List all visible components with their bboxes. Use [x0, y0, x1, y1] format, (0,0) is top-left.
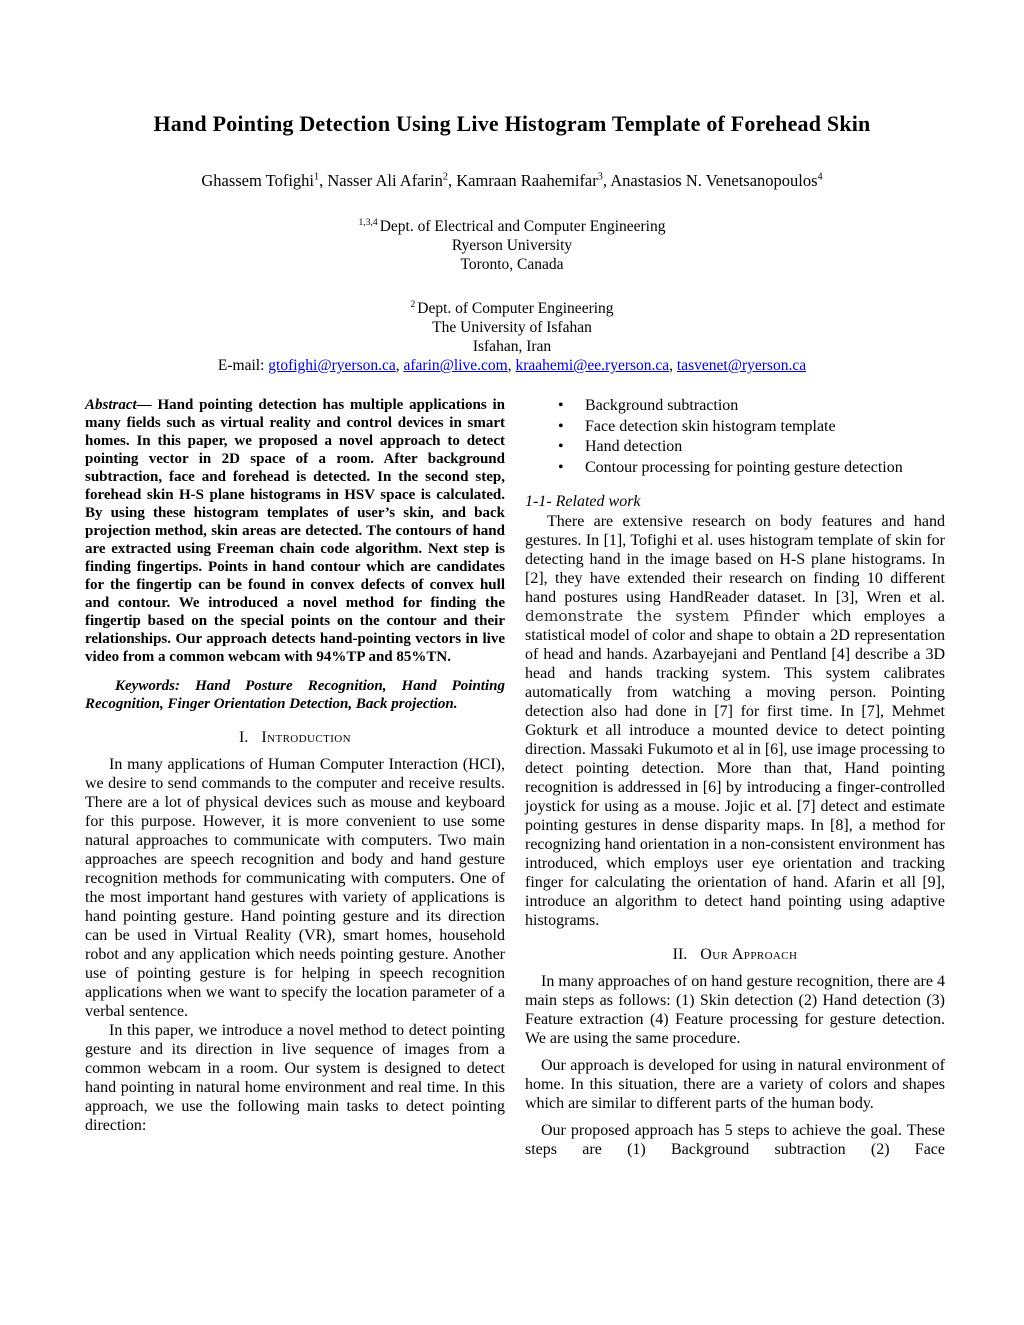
- author-superscript: 3: [597, 171, 603, 183]
- bullet-icon: •: [558, 458, 564, 476]
- approach-paragraph-1: In many approaches of on hand gesture recognition, there are 4 main steps as follows: (1) Skin detection (2) Hand detection (3) Feature extraction (4) Feature processing for gesture detection. We are using the same procedure.: [525, 973, 945, 1047]
- affiliation-dept: Dept. of Computer Engineering: [417, 300, 614, 317]
- email-separator: ,: [395, 357, 404, 374]
- section-number: II.: [672, 946, 688, 963]
- section-heading-introduction: [85, 728, 505, 747]
- email-separator: ,: [669, 357, 677, 374]
- email-separator: ,: [507, 357, 516, 374]
- section-title: Our Approach: [700, 946, 798, 963]
- task-label: Contour processing for pointing gesture detection: [585, 458, 903, 476]
- right-column: [525, 396, 945, 1159]
- abstract-paragraph: [85, 396, 505, 666]
- related-work-text: There are extensive research on body features and hand gestures. In [1], Tofighi et al. uses histogram template of skin for detecting hand in the image based on H-S plane histograms. In [2], they have extended their research on finding 10 different hand postures using HandReader dataset. In [3], Wren et al.: [525, 513, 945, 606]
- keywords-paragraph: Keywords: Hand Posture Recognition, Hand Pointing Recognition, Finger Orientation Detection, Back projection.: [85, 678, 505, 712]
- author-name: Ghassem Tofighi: [201, 171, 314, 190]
- two-column-body: [0, 396, 1024, 1159]
- author-name: Nasser Ali Afarin: [327, 171, 443, 190]
- related-work-paragraph: [525, 512, 945, 930]
- task-list: [525, 396, 945, 478]
- affiliation-ryerson: [0, 217, 1024, 274]
- task-item: [525, 437, 945, 458]
- task-label: Hand detection: [585, 438, 683, 455]
- related-work-subheading: 1-1- Related work: [525, 493, 641, 510]
- email-link[interactable]: gtofighi@ryerson.ca: [268, 357, 396, 374]
- task-item: [525, 396, 945, 417]
- author-separator: ,: [447, 171, 457, 190]
- section-heading-approach: [525, 945, 945, 964]
- task-label: Background subtraction: [585, 397, 739, 414]
- affiliation-university: Ryerson University: [451, 237, 573, 254]
- affiliation-superscript: 2: [410, 298, 416, 310]
- author-separator: ,: [602, 171, 611, 190]
- authors-line: [0, 171, 1024, 191]
- email-link[interactable]: tasvenet@ryerson.ca: [676, 357, 807, 374]
- paper-title: Hand Pointing Detection Using Live Histogram Template of Forehead Skin: [153, 111, 871, 136]
- author-superscript: 4: [817, 171, 823, 183]
- intro-paragraph-2: In this paper, we introduce a novel method to detect pointing gesture and its direction in live sequence of images from a common webcam in a room. Our system is designed to detect hand pointing in natural home environment and real time. In this approach, we use the following main tasks to detect pointing direction:: [85, 1022, 505, 1134]
- abstract-body: Hand pointing detection has multiple applications in many fields such as virtual reality and control devices in smart homes. In this paper, we proposed a novel approach to detect pointing vector in 2D space of a room. After background subtraction, face and forehead is detected. In the second step, forehead skin H-S plane histograms in HSV space is calculated. By using these histogram templates of user’s skin, and back projection method, skin areas are detected. The contours of hand are extracted using Freeman chain code algorithm. Next step is finding fingertips. Points in hand contour which are candidates for the fingertip can be found in convex defects of convex hull and contour. We introduced a novel method for finding the fingertip based on the special points on the contour and their relationships. Our approach detects hand-pointing vectors in live video from a common webcam with 94%TP and 85%TN.: [85, 397, 505, 665]
- approach-paragraph-3: Our proposed approach has 5 steps to achieve the goal. These steps are (1) Background subtraction (2) Face: [525, 1122, 945, 1158]
- affiliation-location: Isfahan, Iran: [472, 338, 552, 355]
- affiliation-isfahan: [0, 299, 1024, 356]
- related-work-pfinder-phrase: demonstrate the system Pfinder: [525, 607, 800, 625]
- author-name: Anastasios N. Venetsanopoulos: [610, 171, 818, 190]
- abstract-lead: Abstract—: [85, 397, 152, 413]
- email-link[interactable]: kraahemi@ee.ryerson.ca: [515, 357, 670, 374]
- section-title: Introduction: [261, 729, 351, 746]
- section-number: I.: [239, 729, 249, 746]
- author-name: Kamraan Raahemifar: [456, 171, 598, 190]
- task-label: Face detection skin histogram template: [585, 417, 836, 435]
- email-link[interactable]: afarin@live.com: [403, 357, 508, 374]
- bullet-icon: •: [558, 417, 564, 435]
- author-superscript: 1: [314, 171, 320, 183]
- left-column: [85, 396, 505, 1159]
- intro-paragraph-1: In many applications of Human Computer Interaction (HCI), we desire to send commands to the computer and receive results. There are a lot of physical devices such as mouse and keyboard for this purpose. However, it is more convenient to use some natural approaches to communicate with computers. Two main approaches are speech recognition and body and hand gesture recognition methods for communicating with computers. One of the most important hand gestures with variety of applications is hand pointing gesture. Hand pointing gesture and its direction can be used in Virtual Reality (VR), smart homes, household robot and any application which needs pointing gesture. Another use of pointing gesture is for helping in speech recognition applications when we want to specify the location parameter of a verbal sentence.: [85, 756, 505, 1020]
- email-prefix: E-mail:: [217, 357, 269, 374]
- affiliation-dept-line: [0, 217, 1024, 236]
- affiliation-location: Toronto, Canada: [460, 256, 564, 273]
- author-separator: ,: [319, 171, 328, 190]
- author-superscript: 2: [442, 171, 448, 183]
- affiliation-dept-line: [0, 299, 1024, 318]
- task-item: [525, 417, 945, 438]
- task-item: [525, 458, 945, 479]
- affiliation-superscript: 1,3,4: [358, 216, 378, 228]
- related-work-text: which employes a statistical model of color and shape to obtain a 2D representation of head and hands. Azarbayejani and Pentland [4] describe a 3D head and hands tracking system. This system calibrates automatically from watching a moving person. Pointing detection also had done in [7] for first time. In [7], Mehmet Gokturk et all introduce a mounted device to detect pointing direction. Massaki Fukumoto et al in [6], use image processing to detect pointing detection. More than that, Hand pointing recognition is addressed in [6] by introducing a finger-controlled joystick for using as a mouse. Jojic et al. [7] detect and estimate pointing gestures in dense disparity maps. In [8], a method for recognizing hand orientation in a non-consistent environment has introduced, which employs user eye orientation and tracking finger for calculating the orientation of hand. Afarin et all [9], introduce an algorithm to detect hand pointing using adaptive histograms.: [525, 608, 946, 929]
- bullet-icon: •: [558, 438, 564, 455]
- approach-paragraph-2: Our approach is developed for using in natural environment of home. In this situation, there are a variety of colors and shapes which are similar to different parts of the human body.: [525, 1057, 945, 1112]
- affiliation-university: The University of Isfahan: [432, 319, 592, 336]
- bullet-icon: •: [558, 397, 564, 414]
- email-line: [0, 356, 1024, 375]
- affiliation-dept: Dept. of Electrical and Computer Engineering: [379, 218, 666, 235]
